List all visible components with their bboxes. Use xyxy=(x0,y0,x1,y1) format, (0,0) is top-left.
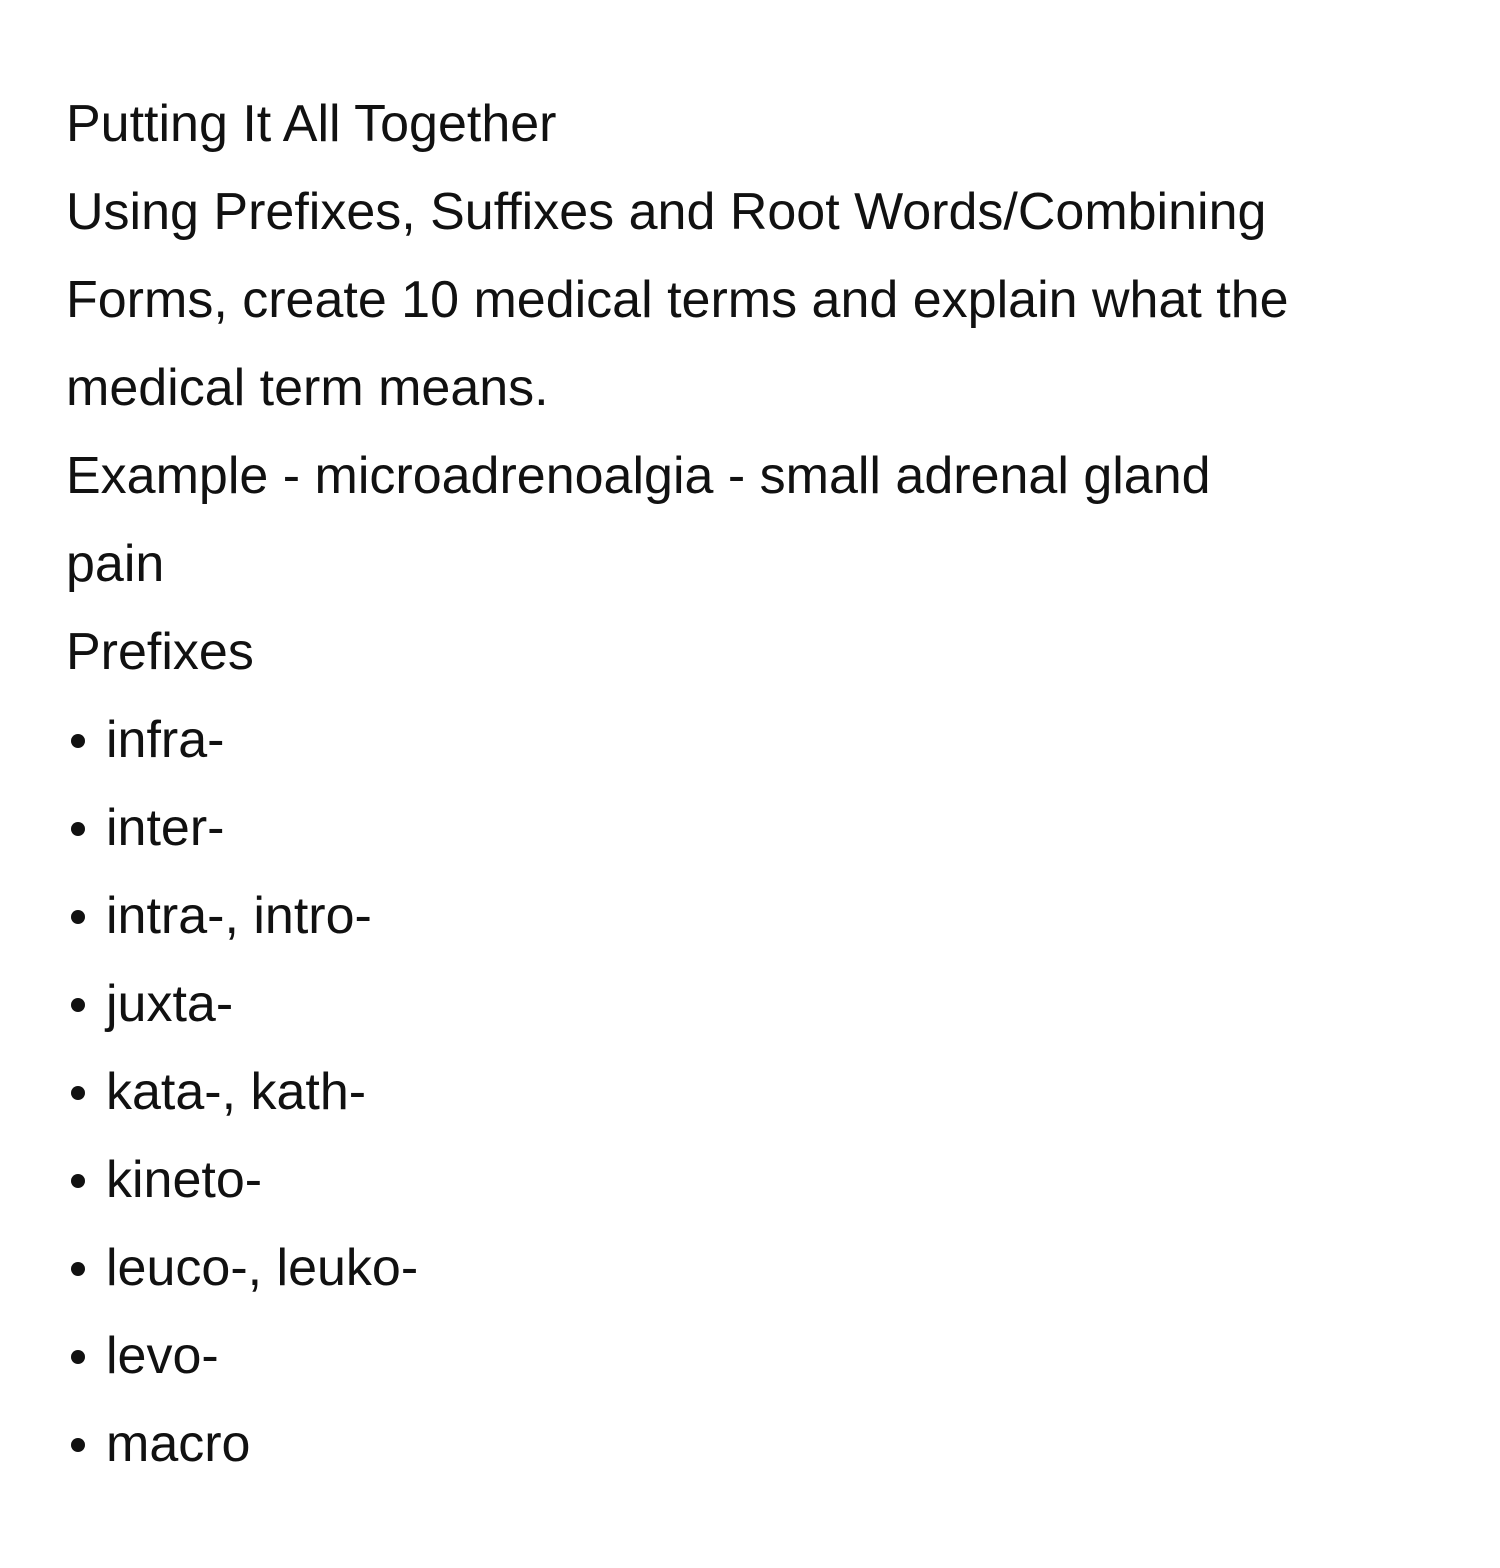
example-text-line-1: Example - microadrenoalgia - small adrenal gland xyxy=(66,447,1211,505)
bullet-icon xyxy=(71,822,85,836)
instruction-text-line-1: Using Prefixes, Suffixes and Root Words/Combining xyxy=(66,183,1267,241)
prefix-text: inter- xyxy=(106,799,225,857)
bullet-icon xyxy=(71,910,85,924)
document-title: Putting It All Together xyxy=(66,95,557,153)
instruction-text-line-2: Forms, create 10 medical terms and explain what the xyxy=(66,271,1289,329)
prefixes-heading: Prefixes xyxy=(66,623,254,681)
prefix-text: kata-, kath- xyxy=(106,1063,367,1121)
prefix-text: juxta- xyxy=(106,975,234,1033)
bullet-icon xyxy=(71,998,85,1012)
list-item xyxy=(66,1400,1434,1488)
list-item xyxy=(66,1048,1434,1136)
list-item xyxy=(66,872,1434,960)
bullet-icon xyxy=(71,1262,85,1276)
bullet-icon xyxy=(71,1350,85,1364)
prefixes-list xyxy=(66,696,1434,1488)
prefix-text: intra-, intro- xyxy=(106,887,372,945)
list-item xyxy=(66,696,1434,784)
list-item xyxy=(66,784,1434,872)
bullet-icon xyxy=(71,734,85,748)
prefix-text: levo- xyxy=(106,1327,219,1385)
prefix-text: macro xyxy=(106,1415,251,1473)
bullet-icon xyxy=(71,1086,85,1100)
prefix-text: kineto- xyxy=(106,1151,263,1209)
list-item xyxy=(66,1312,1434,1400)
bullet-icon xyxy=(71,1174,85,1188)
list-item xyxy=(66,1224,1434,1312)
prefix-text: leuco-, leuko- xyxy=(106,1239,419,1297)
prefix-text: infra- xyxy=(106,711,225,769)
instruction-text-line-3: medical term means. xyxy=(66,359,549,417)
bullet-icon xyxy=(71,1438,85,1452)
example-text-line-2: pain xyxy=(66,535,165,593)
list-item xyxy=(66,960,1434,1048)
list-item xyxy=(66,1136,1434,1224)
